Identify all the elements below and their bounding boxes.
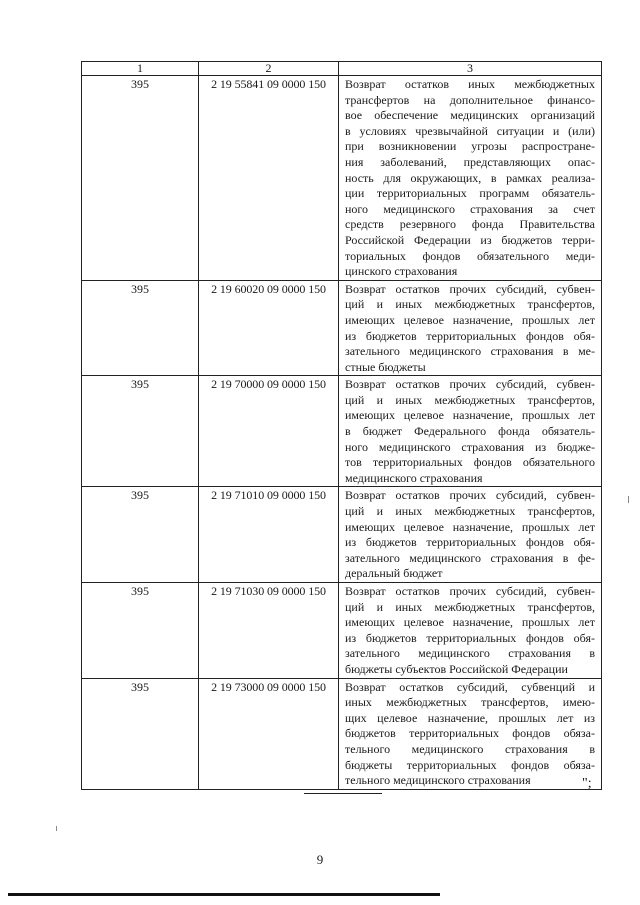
description-line: при возникновении угрозы распростране-	[345, 139, 595, 154]
description-line: щих целевое назначение, прошлых лет из	[345, 710, 595, 725]
description-line: бюджеты субъектов Российской Федерации	[345, 661, 568, 676]
description-line: ния заболеваний, представляющих опас-	[345, 154, 595, 169]
admin-code-cell: 395	[82, 76, 199, 281]
admin-code-cell: 395	[82, 280, 199, 376]
description-line: зательного медицинского страхования в фе-	[345, 550, 595, 565]
admin-code-cell: 395	[82, 678, 199, 789]
description-line: в бюджет Федерального фонда обязатель-	[345, 424, 595, 439]
description-line: трансфертов на дополнительное финансо-	[345, 92, 595, 107]
description-line: вое обеспечение медицинских организаций	[345, 108, 595, 123]
description-line: Возврат остатков прочих субсидий, субвен-	[345, 488, 595, 503]
description-line: Возврат остатков субсидий, субвенций и	[345, 679, 595, 694]
closing-rule	[304, 793, 382, 794]
scan-speck	[56, 826, 57, 831]
description-line: зательного медицинского страхования в	[345, 646, 595, 661]
description-line: деральный бюджет	[345, 566, 443, 581]
description-line: тельного медицинского страхования	[345, 773, 531, 788]
description-line: имеющих целевое назначение, прошлых лет	[345, 408, 595, 423]
description-line: ций и иных межбюджетных трансфертов,	[345, 392, 595, 407]
table-row	[82, 583, 602, 679]
table-header-row	[82, 62, 602, 76]
description-cell	[339, 76, 602, 281]
description-line: имеющих целевое назначение, прошлых лет	[345, 519, 595, 534]
closing-quote-mark: ";	[582, 776, 592, 791]
table-row	[82, 76, 602, 281]
description-line: ций и иных межбюджетных трансфертов,	[345, 599, 595, 614]
description-line: ции территориальных программ обязатель-	[345, 186, 595, 201]
page-number: 9	[316, 852, 324, 867]
description-line: имеющих целевое назначение, прошлых лет	[345, 312, 595, 327]
description-line: ций и иных межбюджетных трансфертов,	[345, 297, 595, 312]
description-line: из бюджетов территориальных фондов обя-	[345, 535, 595, 550]
scan-speck	[628, 496, 629, 503]
budget-code-cell: 2 19 60020 09 0000 150	[199, 280, 339, 376]
description-line: средств резервного фонда Правительства	[345, 217, 595, 232]
description-line: из бюджетов территориальных фондов обя-	[345, 328, 595, 343]
description-line: Возврат остатков прочих субсидий, субвен-	[345, 377, 595, 392]
admin-code-cell: 395	[82, 487, 199, 583]
budget-code-cell: 2 19 71030 09 0000 150	[199, 583, 339, 679]
description-line: зательного медицинского страхования в ме-	[345, 344, 595, 359]
budget-code-cell: 2 19 70000 09 0000 150	[199, 376, 339, 487]
budget-code-cell: 2 19 73000 09 0000 150	[199, 678, 339, 789]
description-line: тельного медицинского страхования в	[345, 741, 595, 756]
description-line: цинского страхования	[345, 264, 458, 279]
description-line: иных межбюджетных трансфертов, имею-	[345, 695, 595, 710]
description-line: Возврат остатков иных межбюджетных	[345, 77, 595, 91]
description-line: ций и иных межбюджетных трансфертов,	[345, 504, 595, 519]
table-row	[82, 487, 602, 583]
description-line: тов территориальных фондов обязательного	[345, 455, 595, 470]
description-cell	[339, 487, 602, 583]
table-body	[82, 76, 602, 790]
header-col-3: 3	[339, 62, 602, 76]
description-line: стные бюджеты	[345, 359, 426, 374]
description-cell	[339, 583, 602, 679]
description-line: бюджеты территориальных фондов обяза-	[345, 757, 595, 772]
table-row	[82, 376, 602, 487]
header-col-1: 1	[82, 62, 199, 76]
budget-code-cell: 2 19 55841 09 0000 150	[199, 76, 339, 281]
description-line: в условиях чрезвычайной ситуации и (или)	[345, 123, 595, 138]
description-line: ного медицинского страхования из бюдже-	[345, 439, 595, 454]
table-row	[82, 280, 602, 376]
description-line: Возврат остатков прочих субсидий, субвен-	[345, 281, 595, 296]
description-line: Российской Федерации из бюджетов терри-	[345, 232, 595, 247]
description-cell	[339, 376, 602, 487]
description-line: ность для окружающих, в рамках реализа-	[345, 170, 595, 185]
description-cell	[339, 280, 602, 376]
description-line: бюджетов территориальных фондов обяза-	[345, 726, 595, 741]
description-line: ториальных фондов обязательного меди-	[345, 248, 595, 263]
description-line: из бюджетов территориальных фондов обя-	[345, 630, 595, 645]
budget-code-cell: 2 19 71010 09 0000 150	[199, 487, 339, 583]
header-col-2: 2	[199, 62, 339, 76]
admin-code-cell: 395	[82, 376, 199, 487]
description-line: ного медицинского страхования за счет	[345, 201, 595, 216]
description-line: Возврат остатков прочих субсидий, субвен-	[345, 584, 595, 598]
admin-code-cell: 395	[82, 583, 199, 679]
table-row	[82, 678, 602, 789]
description-line: медицинского страхования	[345, 470, 483, 485]
description-line: имеющих целевое назначение, прошлых лет	[345, 615, 595, 630]
budget-codes-table	[81, 61, 602, 790]
scan-edge-bar	[8, 893, 440, 896]
description-cell	[339, 678, 602, 789]
